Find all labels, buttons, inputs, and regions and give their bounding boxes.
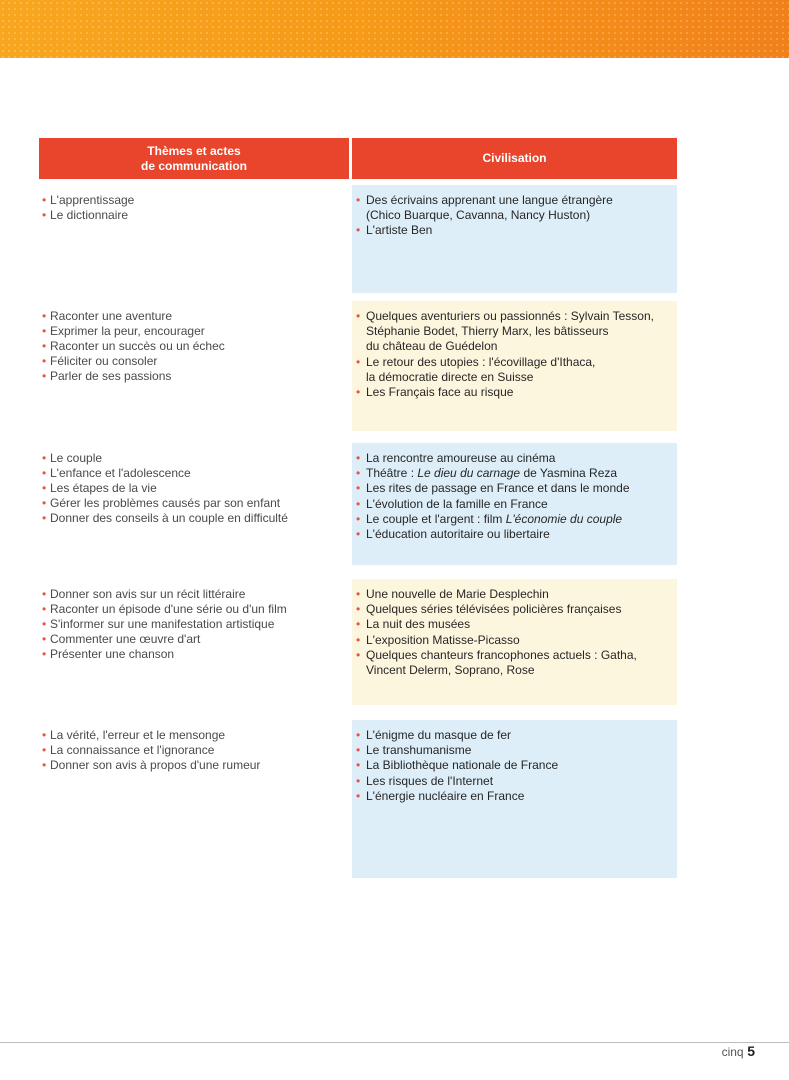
theme-item	[42, 587, 352, 602]
bullet: •	[42, 208, 47, 222]
theme-text: Exprimer la peur, encourager	[50, 324, 205, 338]
civilisation-item	[356, 633, 677, 648]
civilisation-item	[356, 223, 677, 238]
civilisation-text: de Yasmina Reza	[520, 466, 618, 481]
bullet: •	[356, 354, 361, 369]
theme-text: Commenter une œuvre d'art	[50, 632, 201, 646]
civilisation-item	[356, 512, 677, 527]
civilisation-text: Quelques séries télévisées policières françaises	[366, 602, 622, 617]
civilisation-text: La Bibliothèque nationale de France	[366, 758, 559, 773]
footer-rule	[0, 1042, 789, 1043]
themes-list	[42, 193, 352, 223]
themes-list	[42, 451, 352, 526]
civilisation-text: L'éducation autoritaire ou libertaire	[366, 527, 550, 542]
themes-list	[42, 587, 352, 662]
civilisation-item	[356, 728, 677, 743]
civilisation-text: L'énergie nucléaire en France	[366, 788, 525, 803]
civilisation-text: Le retour des utopies : l'écovillage d'Ithaca,	[366, 354, 596, 369]
theme-text: Raconter un épisode d'une série ou d'un film	[50, 602, 287, 616]
theme-text: S'informer sur une manifestation artistique	[50, 617, 275, 631]
theme-text: L'apprentissage	[50, 193, 135, 207]
bullet: •	[356, 587, 361, 601]
bullet: •	[356, 496, 361, 511]
civilisation-item	[356, 481, 677, 496]
bullet: •	[42, 369, 47, 383]
theme-text: Donner des conseils à un couple en difficulté	[50, 511, 288, 525]
theme-item	[42, 481, 352, 496]
civilisation-text: La rencontre amoureuse au cinéma	[366, 451, 556, 465]
theme-text: La connaissance et l'ignorance	[50, 743, 215, 757]
bullet: •	[356, 647, 361, 662]
bullet: •	[42, 587, 47, 601]
civilisation-item	[356, 355, 677, 385]
theme-item	[42, 632, 352, 647]
bullet: •	[42, 511, 47, 525]
themes-cell	[39, 301, 352, 431]
civilisation-item	[356, 193, 677, 223]
contents-table	[39, 138, 677, 803]
header-themes	[39, 138, 349, 179]
bullet: •	[356, 743, 361, 758]
bullet: •	[356, 309, 361, 323]
theme-item	[42, 309, 352, 324]
bullet: •	[42, 339, 47, 353]
bullet: •	[42, 602, 47, 616]
header-themes-line2: de communication	[140, 158, 247, 173]
civilisation-item	[356, 743, 677, 758]
civilisation-item	[356, 648, 677, 678]
theme-text: Le couple	[50, 451, 103, 465]
themes-cell	[39, 720, 352, 878]
civilisation-item	[356, 602, 677, 617]
theme-text: Présenter une chanson	[50, 647, 175, 661]
civilisation-text: Quelques aventuriers ou passionnés : Sylvain Tesson,	[366, 309, 654, 323]
theme-item	[42, 339, 352, 354]
theme-item	[42, 451, 352, 466]
theme-text: L'enfance et l'adolescence	[50, 466, 191, 480]
themes-cell	[39, 579, 352, 705]
civilisation-item	[356, 385, 677, 400]
page-number-word: cinq	[721, 1045, 744, 1059]
bullet: •	[42, 743, 47, 757]
civilisation-text: L'exposition Matisse-Picasso	[366, 632, 520, 647]
civilisation-list	[356, 193, 677, 239]
civilisation-item	[356, 527, 677, 542]
civilisation-text: Le transhumanisme	[366, 743, 472, 758]
theme-item	[42, 758, 352, 773]
civilisation-item	[356, 309, 677, 355]
civilisation-list	[356, 728, 677, 804]
page-number	[722, 1043, 755, 1059]
civilisation-text: Des écrivains apprenant une langue étrangère	[366, 193, 613, 207]
civilisation-text: Une nouvelle de Marie Desplechin	[366, 587, 549, 601]
bullet: •	[356, 451, 361, 465]
civilisation-text: L'artiste Ben	[366, 223, 433, 238]
page-number-digit: 5	[747, 1043, 755, 1059]
bullet: •	[356, 758, 361, 773]
theme-text: Féliciter ou consoler	[50, 354, 158, 368]
civilisation-text: Les risques de l'Internet	[366, 773, 494, 788]
bullet: •	[356, 193, 361, 207]
civilisation-item	[356, 451, 677, 466]
themes-cell	[39, 443, 352, 565]
bullet: •	[356, 617, 361, 632]
theme-text: Raconter une aventure	[50, 309, 173, 323]
civilisation-list	[356, 587, 677, 678]
bullet: •	[42, 466, 47, 480]
theme-item	[42, 208, 352, 223]
civilisation-text: L'évolution de la famille en France	[366, 496, 548, 511]
table-header	[39, 138, 677, 179]
bullet: •	[42, 354, 47, 368]
civilisation-item	[356, 774, 677, 789]
theme-text: Parler de ses passions	[50, 369, 172, 383]
civilisation-text: Théâtre :	[366, 466, 418, 481]
bullet: •	[356, 385, 361, 400]
civilisation-cell	[352, 301, 677, 431]
bullet: •	[42, 758, 47, 772]
bullet: •	[356, 527, 361, 542]
bullet: •	[42, 647, 47, 661]
civilisation-text-continued: la démocratie directe en Suisse	[366, 369, 534, 384]
work-title: L'économie du couple	[505, 511, 623, 526]
civilisation-cell	[352, 185, 677, 293]
bullet: •	[42, 728, 47, 742]
civilisation-text-continued: du château de Guédelon	[366, 339, 498, 354]
civilisation-cell	[352, 443, 677, 565]
civilisation-text: Quelques chanteurs francophones actuels : Gatha,	[366, 647, 637, 662]
bullet: •	[42, 451, 47, 465]
theme-text: Raconter un succès ou un échec	[50, 339, 225, 353]
civilisation-item	[356, 758, 677, 773]
civilisation-item	[356, 617, 677, 632]
theme-item	[42, 743, 352, 758]
civilisation-text: La nuit des musées	[366, 617, 471, 632]
civilisation-text: Les rites de passage en France et dans le monde	[366, 481, 630, 496]
bullet: •	[356, 511, 361, 526]
civilisation-item	[356, 789, 677, 804]
bullet: •	[356, 223, 361, 238]
header-themes-line1: Thèmes et actes	[147, 143, 241, 158]
themes-list	[42, 728, 352, 773]
civilisation-text-continued: Stéphanie Bodet, Thierry Marx, les bâtisseurs	[366, 324, 609, 339]
bullet: •	[42, 632, 47, 646]
theme-text: Donner son avis à propos d'une rumeur	[50, 758, 261, 772]
civilisation-text: L'énigme du masque de fer	[366, 728, 512, 742]
bullet: •	[42, 617, 47, 631]
work-title: Le dieu du carnage	[417, 466, 521, 481]
bullet: •	[42, 481, 47, 495]
civilisation-list	[356, 451, 677, 542]
civilisation-item	[356, 497, 677, 512]
theme-item	[42, 496, 352, 511]
table-row	[39, 579, 677, 705]
bullet: •	[356, 602, 361, 617]
theme-item	[42, 324, 352, 339]
bullet: •	[356, 632, 361, 647]
theme-item	[42, 728, 352, 743]
theme-item	[42, 369, 352, 384]
theme-item	[42, 193, 352, 208]
civilisation-cell	[352, 579, 677, 705]
bullet: •	[42, 324, 47, 338]
theme-item	[42, 511, 352, 526]
civilisation-text-continued: (Chico Buarque, Cavanna, Nancy Huston)	[366, 208, 591, 223]
bullet: •	[356, 481, 361, 496]
bullet: •	[356, 466, 361, 481]
theme-item	[42, 617, 352, 632]
civilisation-text-continued: Vincent Delerm, Soprano, Rose	[366, 663, 535, 678]
table-row	[39, 443, 677, 565]
theme-item	[42, 354, 352, 369]
bullet: •	[42, 309, 47, 323]
theme-text: Gérer les problèmes causés par son enfant	[50, 496, 281, 510]
civilisation-list	[356, 309, 677, 400]
top-color-band	[0, 0, 789, 58]
bullet: •	[42, 193, 47, 207]
civilisation-text: Les Français face au risque	[366, 385, 514, 400]
theme-item	[42, 647, 352, 662]
themes-list	[42, 309, 352, 384]
theme-text: La vérité, l'erreur et le mensonge	[50, 728, 226, 742]
civilisation-item	[356, 466, 677, 481]
theme-text: Les étapes de la vie	[50, 481, 157, 495]
theme-item	[42, 602, 352, 617]
table-row	[39, 301, 677, 431]
civilisation-item	[356, 587, 677, 602]
themes-cell	[39, 185, 352, 293]
bullet: •	[356, 728, 361, 742]
theme-text: Le dictionnaire	[50, 208, 129, 222]
bullet: •	[42, 496, 47, 510]
table-row	[39, 720, 677, 878]
theme-text: Donner son avis sur un récit littéraire	[50, 587, 246, 601]
civilisation-text: Le couple et l'argent : film	[366, 511, 506, 526]
header-civilisation: Civilisation	[352, 138, 677, 179]
civilisation-cell	[352, 720, 677, 878]
table-row	[39, 185, 677, 293]
bullet: •	[356, 788, 361, 803]
theme-item	[42, 466, 352, 481]
bullet: •	[356, 773, 361, 788]
